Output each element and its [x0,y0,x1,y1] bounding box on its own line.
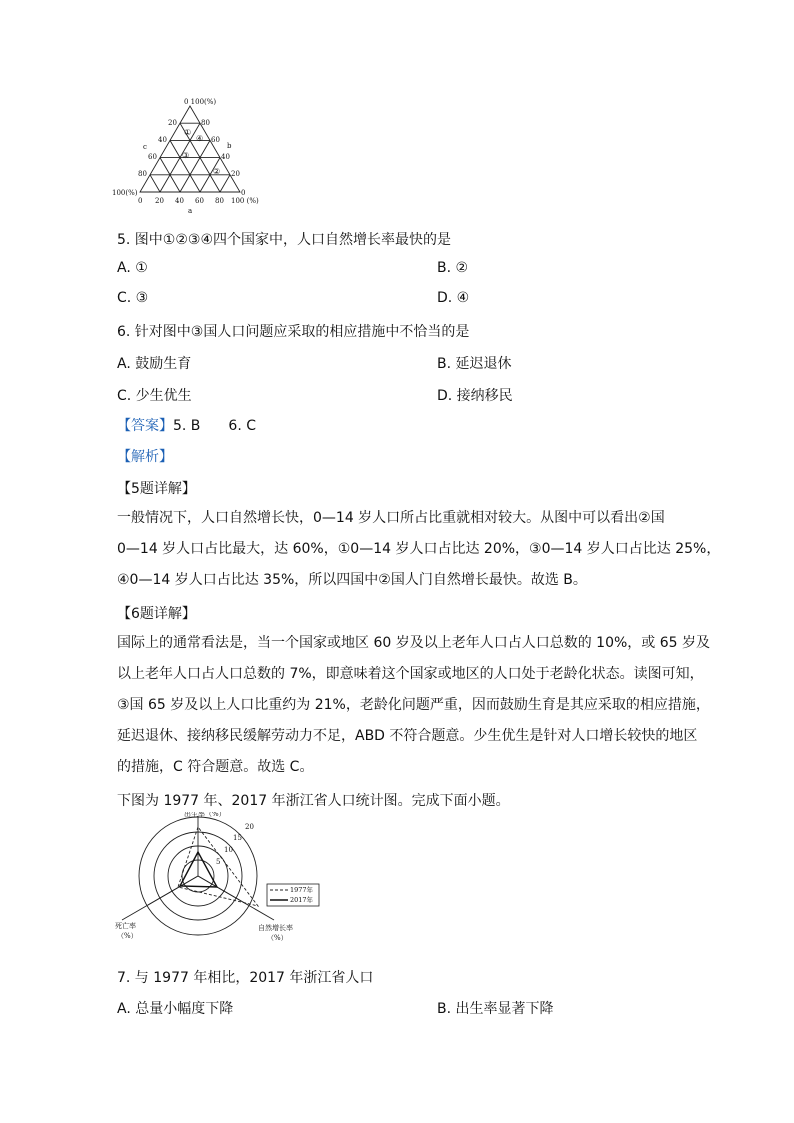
detail6-line: 的措施，C 符合题意。故选 C。 [117,759,314,775]
marker-3: ③ [182,151,190,160]
radar-tick: 20 [245,823,254,831]
left-tick: 20 [168,119,177,127]
answer-line [117,415,256,435]
detail5-line: 一般情况下，人口自然增长快，0—14 岁人口所占比重就相对较大。从图中可以看出②国 [117,510,665,526]
q5-option-c: C. ③ [117,290,149,306]
detail6-line: 国际上的通常看法是，当一个国家或地区 60 岁及以上老年人口占人口总数的 10%，或 65 岁及 [117,635,710,651]
bottom-tick: 80 [215,197,224,205]
q6-option-c: C. 少生优生 [117,388,192,404]
q6-option-a: A. 鼓励生育 [117,356,192,372]
q6-stem: 6. 针对图中③国人口问题应采取的相应措施中不恰当的是 [117,324,470,340]
detail5-line: 0—14 岁人口占比最大，达 60%，①0—14 岁人口占比达 20%，③0—14 岁人口占比达 25%， [117,541,721,557]
radar-left-axis-unit: （%） [117,932,138,940]
triangle-chart [110,96,270,218]
q6-option-d: D. 接纳移民 [437,388,513,404]
q5-option-a: A. ① [117,260,148,276]
radar-right-axis-unit: （%） [267,934,288,942]
q7-option-b: B. 出生率显著下降 [437,1001,554,1017]
axis-a-label: a [188,207,193,215]
bottom-tick: 60 [195,197,204,205]
radar-left-axis-label: 死亡率 [115,922,136,930]
radar-legend [267,884,319,906]
detail5-body [117,503,721,596]
left-tick: 40 [158,136,167,144]
radar-tick: 15 [233,834,242,842]
radar-tick: 5 [216,858,221,866]
radar-figure [112,812,332,947]
detail6-line: ③国 65 岁及以上人口比重约为 21%，老龄化问题严重，因而鼓励生育是其应采取的相应措施， [117,697,710,713]
radar-top-axis-label: 出生率（%） [184,812,226,818]
answer-text: 5. B 6. C [173,418,256,434]
detail5-tag: 【5题详解】 [117,481,196,497]
marker-2: ② [213,167,221,176]
answer-tag: 【答案】 [117,418,173,434]
right-tick: 20 [231,170,240,178]
detail6-tag: 【6题详解】 [117,606,196,622]
q6-option-b: B. 延迟退休 [437,356,512,372]
triangle-top-label: 0 100(%) [184,98,217,106]
right-tick: 60 [211,136,220,144]
legend-2017: 2017年 [290,896,314,904]
intro-q7: 下图为 1977 年、2017 年浙江省人口统计图。完成下面小题。 [117,793,510,809]
marker-4: ④ [196,134,204,143]
q5-stem: 5. 图中①②③④四个国家中，人口自然增长率最快的是 [117,232,452,248]
detail6-body [117,628,710,783]
right-tick: 80 [201,119,210,127]
axis-b-label: b [227,142,232,150]
bottom-tick: 0 [138,197,143,205]
legend-1977: 1977年 [290,886,314,894]
marker-1: ① [184,128,192,137]
detail5-line: ④0—14 岁人口占比达 35%，所以四国中②国人门自然增长最快。故选 B。 [117,572,587,588]
radar-right-axis-label: 自然增长率 [258,924,293,932]
q7-stem: 7. 与 1977 年相比，2017 年浙江省人口 [117,970,374,986]
left-tick: 80 [138,170,147,178]
right-corner-label: 0 [241,189,246,197]
detail6-line: 以上老年人口占人口总数的 7%，即意味着这个国家或地区的人口处于老龄化状态。读图可知， [117,666,704,682]
radar-tick: 10 [224,846,233,854]
bottom-tick: 20 [155,197,164,205]
q5-option-d: D. ④ [437,290,470,306]
right-tick: 40 [221,153,230,161]
triangle-figure [110,96,270,218]
axis-c-label: c [143,143,147,151]
left-corner-label: 100(%) [112,189,138,197]
detail6-line: 延迟退休、接纳移民缓解劳动力不足，ABD 不符合题意。少生优生是针对人口增长较快的地区 [117,728,698,744]
q5-option-b: B. ② [437,260,469,276]
radar-chart [112,812,332,947]
analysis-tag: 【解析】 [117,449,173,465]
bottom-tick: 100 (%) [231,197,259,205]
bottom-tick: 40 [175,197,184,205]
q7-option-a: A. 总量小幅度下降 [117,1001,234,1017]
left-tick: 60 [148,153,157,161]
